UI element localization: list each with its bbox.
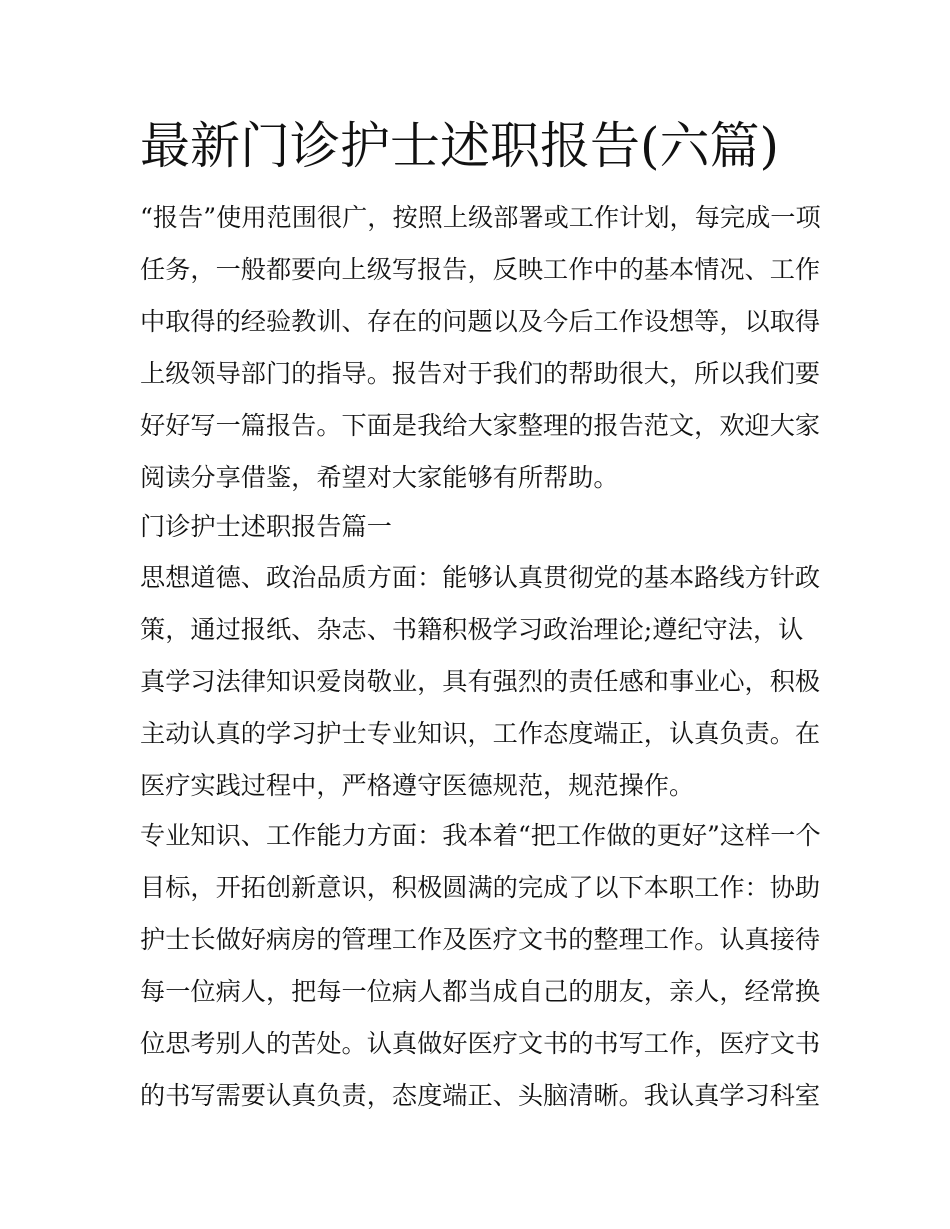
text-line: 护士长做好病房的管理工作及医疗文书的整理工作。认真接待 (140, 925, 821, 954)
text-line: 思想道德、政治品质方面：能够认真贯彻党的基本路线方针政 (140, 563, 821, 592)
text-line: 医疗实践过程中，严格遵守医德规范，规范操作。 (140, 771, 695, 800)
text-line: 真学习法律知识爱岗敬业，具有强烈的责任感和事业心，积极 (140, 667, 821, 696)
text-line: 的书写需要认真负责，态度端正、头脑清晰。我认真学习科室 (140, 1081, 821, 1110)
text-line: “报告”使用范围很广，按照上级部署或工作计划，每完成一项 (140, 203, 821, 232)
text-line: 每一位病人，把每一位病人都当成自己的朋友，亲人，经常换 (140, 977, 821, 1006)
text-line: 目标，开拓创新意识，积极圆满的完成了以下本职工作：协助 (140, 873, 821, 902)
text-line: 策，通过报纸、杂志、书籍积极学习政治理论;遵纪守法，认 (140, 615, 804, 644)
document-title: 最新门诊护士述职报告(六篇) (140, 117, 780, 175)
text-line: 中取得的经验教训、存在的问题以及今后工作设想等，以取得 (140, 307, 821, 336)
text-line: 上级领导部门的指导。报告对于我们的帮助很大，所以我们要 (140, 359, 821, 388)
text-line: 阅读分享借鉴，希望对大家能够有所帮助。 (140, 463, 619, 492)
text-line: 专业知识、工作能力方面：我本着“把工作做的更好”这样一个 (140, 821, 821, 850)
text-line: 位思考别人的苦处。认真做好医疗文书的书写工作，医疗文书 (140, 1029, 821, 1058)
text-line: 好好写一篇报告。下面是我给大家整理的报告范文，欢迎大家 (140, 411, 821, 440)
text-line: 主动认真的学习护士专业知识，工作态度端正，认真负责。在 (140, 719, 821, 748)
text-line: 任务，一般都要向上级写报告，反映工作中的基本情况、工作 (140, 255, 821, 284)
section-heading: 门诊护士述职报告篇一 (140, 512, 392, 541)
